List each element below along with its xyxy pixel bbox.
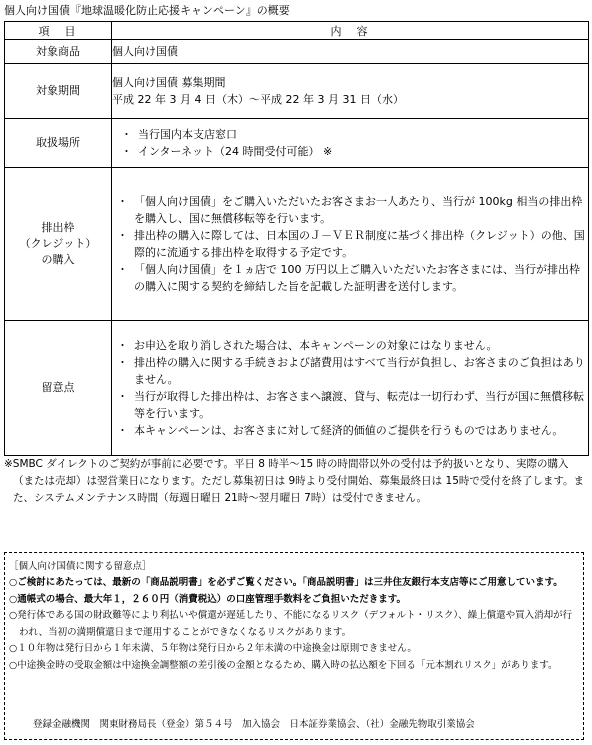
footnote-text: ※SMBC ダイレクトのご契約が事前に必要です。平日 8 時半～15 時の時間帯以外の受付は予約扱いとなり、実際の購入（または売却）は翌営業日になります。ただし募集初日は 9時より受付開始、募集最終日は 15時で受付を終了します。また、システムメンテナンス時間（毎週日曜日 21時～翌月曜日 7時）は受付できません。	[4, 458, 585, 504]
list-item: ・ インターネット（24 時間受付可能） ※	[121, 145, 333, 158]
table-header-row	[5, 22, 589, 40]
period-line-1: 個人向け国債 募集期間	[112, 76, 226, 89]
label-caution: 留意点	[5, 321, 112, 456]
disclaimer-heading: ［個人向け国債に関する留意点］	[9, 561, 152, 572]
footnote	[4, 456, 586, 507]
value-period	[112, 64, 589, 119]
list-item: ・ 排出枠の購入に関する手続きおよび諸費用はすべて当行が負担し、お客さまのご負担はありません。	[117, 356, 585, 386]
overview-table	[4, 21, 589, 456]
period-line-2: 平成 22 年 3 月 4 日（木）～平成 22 年 3 月 31 日（水）	[112, 93, 404, 106]
list-item: ・ 本キャンペーンは、お客さまに対して経済的価値のご提供を行うものではありません。	[117, 424, 564, 437]
disclaimer-item: ○１０年物は発行日から１年未満、５年物は発行日から２年未満の中途換金は原則できません。	[9, 643, 417, 654]
page-title: 個人向け国債『地球温暖化防止応援キャンペーン』の概要	[4, 4, 290, 17]
disclaimer-item: ○中途換金時の受取金額は中途換金調整額の差引後の金額となるため、購入時の払込額を下回る「元本割れリスク」があります。	[9, 659, 558, 671]
value-caution	[112, 321, 589, 456]
disclaimer-item: ○ご検討にあたっては、最新の「商品説明書」を必ずご覧ください。「商品説明書」は三井住友銀行本支店等にご用意しています。	[9, 577, 563, 588]
label-product: 対象商品	[5, 40, 112, 64]
header-content: 内 容	[112, 22, 589, 40]
row-place	[5, 119, 589, 168]
list-item: ・ お申込を取り消しされた場合は、本キャンペーンの対象にはなりません。	[117, 339, 498, 352]
label-place: 取扱場所	[5, 119, 112, 168]
value-product: 個人向け国債	[112, 40, 589, 64]
disclaimer-box	[4, 552, 584, 740]
list-item: ・ 当行が取得した排出枠は、お客さまへ譲渡、貸与、転売は一切行わず、当行が国に無償移転等を行います。	[117, 390, 585, 420]
list-item: ・ 排出枠の購入に際しては、日本国のＪ－ＶＥＲ制度に基づく排出枠（クレジット）の他、国際的に流通する排出枠を取得する予定です。	[117, 229, 585, 259]
disclaimer-list	[9, 575, 575, 674]
row-caution	[5, 321, 589, 456]
disclaimer-item: ○通帳式の場合、最大年１，２６０円（消費税込）の口座管理手数料をご負担いただきます。	[9, 593, 407, 605]
list-item: ・ 「個人向け国債」を１ヵ店で 100 万円以上ご購入いただいたお客さまには、当行が排出枠の購入に関する契約を締結した旨を記載した証明書を送付します。	[117, 263, 580, 293]
value-place	[112, 119, 589, 168]
row-product	[5, 40, 589, 64]
label-emission: 排出枠 （クレジット） の購入	[5, 168, 112, 321]
value-emission	[112, 168, 589, 321]
list-item: ・ 当行国内本支店窓口	[121, 128, 237, 141]
header-item: 項 目	[5, 22, 112, 40]
registration-info: 登録金融機関 関東財務局長（登金）第５４号 加入協会 日本証券業協会、（社）金融先物取引業協会	[33, 719, 475, 730]
row-period	[5, 64, 589, 119]
disclaimer-item: ○発行体である国の財政難等により利払いや償還が遅延したり、不能になるリスク（デフォルト・リスク）、繰上償還や買入消却が行われ、当初の満期償還日まで運用することができなくなるリスクがあります。	[9, 610, 573, 638]
row-emission	[5, 168, 589, 321]
list-item: ・ 「個人向け国債」をご購入いただいたお客さまお一人あたり、当行が 100kg 相当の排出枠を購入し、国に無償移転等を行います。	[117, 195, 583, 225]
label-period: 対象期間	[5, 64, 112, 119]
